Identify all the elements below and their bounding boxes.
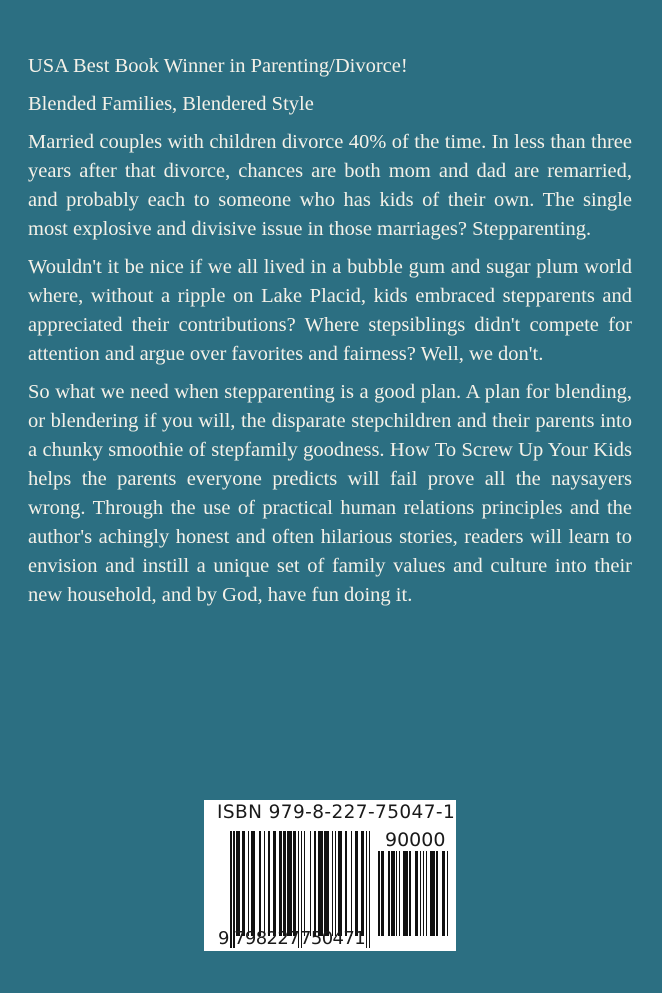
isbn-barcode [204,800,456,951]
ean-first-digit: 9 [218,928,230,949]
tagline: Blended Families, Blendered Style [28,93,314,115]
back-cover-description [28,52,632,619]
isbn-label: ISBN 979-8-227-75047-1 [217,802,456,823]
ean-left-digits: 798227 [234,928,300,949]
ean-right-digits: 750471 [300,928,366,949]
description-paragraph-3: So what we need when stepparenting is a good plan. A plan for blending, or blendering if you will, the disparate stepchildren and their parents into a chunky smoothie of stepfamily goodness. How To Screw Up Your Kids helps the parents everyone predicts will fail prove all the naysayers wrong. Through the use of practical human relations principles and the author's achingly honest and often hilarious stories, readers will learn to envision and instill a unique set of family values and culture into their new household, and by God, have fun doing it. [28,381,632,606]
description-paragraph-1: Married couples with children divorce 40% of the time. In less than three years after that divorce, chances are both mom and dad are remarried, and probably each to someone who has kids of their own. The single most explosive and divisive issue in those marriages? Stepparenting. [28,131,632,240]
addon-barcode-bars [378,851,448,936]
award-headline: USA Best Book Winner in Parenting/Divorce! [28,55,408,77]
price-addon-label: 90000 [385,829,446,851]
description-paragraph-2: Wouldn't it be nice if we all lived in a bubble gum and sugar plum world where, without a ripple on Lake Placid, kids embraced stepparents and appreciated their contributions? Where stepsiblings didn't compete for attention and argue over favorites and fairness? Well, we don't. [28,256,632,365]
